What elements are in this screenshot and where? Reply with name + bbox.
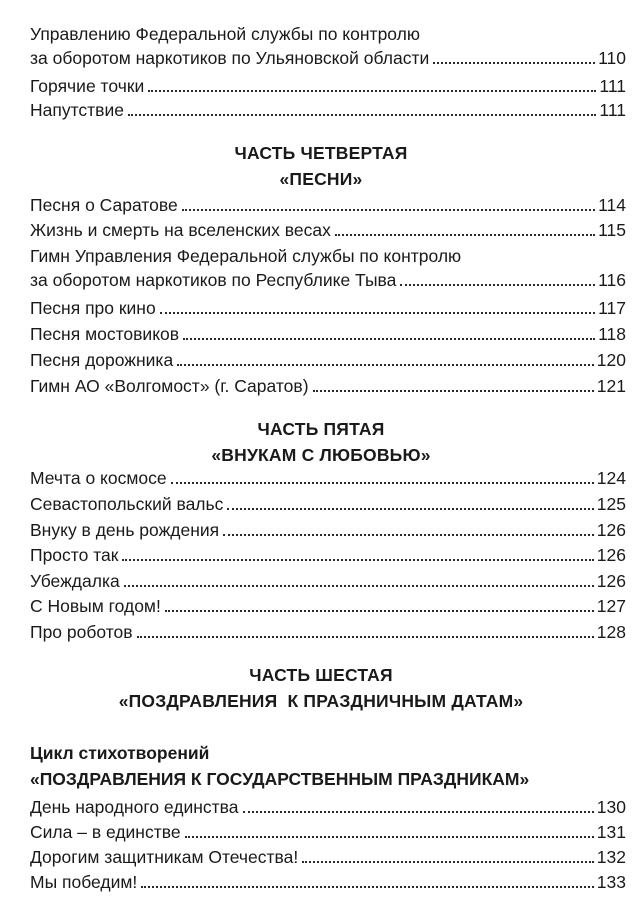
toc-entry-title: День народного единства bbox=[30, 797, 239, 817]
toc-page-number: 127 bbox=[596, 596, 626, 616]
toc-entry bbox=[30, 870, 626, 894]
cycle-label: Цикл стихотворений bbox=[30, 743, 210, 763]
dot-leader bbox=[128, 114, 596, 116]
toc-page-number: 133 bbox=[596, 872, 626, 892]
toc-entry bbox=[30, 22, 626, 70]
toc-page-number: 126 bbox=[596, 571, 626, 591]
dot-leader bbox=[227, 508, 593, 510]
toc-entry-title: за оборотом наркотиков по Республике Тыва bbox=[30, 270, 397, 290]
toc-entry bbox=[30, 466, 626, 490]
toc-entry-title: Песня о Саратове bbox=[30, 195, 178, 215]
toc-entry bbox=[30, 594, 626, 618]
toc-entry-title: Гимн АО «Волгомост» (г. Саратов) bbox=[30, 376, 309, 396]
toc-page-number: 128 bbox=[596, 622, 626, 642]
dot-leader bbox=[177, 364, 594, 366]
toc-entry bbox=[30, 348, 626, 372]
part-name: «ВНУКАМ С ЛЮБОВЬЮ» bbox=[211, 445, 431, 465]
dot-leader bbox=[400, 284, 595, 286]
toc-entry bbox=[30, 569, 626, 593]
part-label: ЧАСТЬ ЧЕТВЕРТАЯ bbox=[234, 143, 408, 163]
toc-page-number: 120 bbox=[596, 350, 626, 370]
dot-leader bbox=[335, 234, 595, 236]
dot-leader bbox=[124, 585, 594, 587]
toc-entry bbox=[30, 98, 626, 122]
toc-entry bbox=[30, 374, 626, 398]
toc-entry-title: Про роботов bbox=[30, 622, 133, 642]
dot-leader bbox=[141, 886, 594, 888]
toc-entry-title-line: Гимн Управления Федеральной службы по контролю bbox=[30, 246, 462, 266]
dot-leader bbox=[160, 312, 595, 314]
toc-entry bbox=[30, 492, 626, 516]
part-name: «ПЕСНИ» bbox=[279, 169, 363, 189]
toc-entry bbox=[30, 74, 626, 98]
toc-page-number: 118 bbox=[598, 324, 626, 344]
toc-entry bbox=[30, 795, 626, 819]
dot-leader bbox=[433, 62, 595, 64]
toc-entry-title: Севастопольский вальс bbox=[30, 494, 224, 514]
toc-page-number: 130 bbox=[596, 797, 626, 817]
toc-entry-title: Просто так bbox=[30, 545, 119, 565]
dot-leader bbox=[165, 610, 594, 612]
toc-entry-title: Дорогим защитникам Отечества! bbox=[30, 847, 299, 867]
toc-entry bbox=[30, 620, 626, 644]
dot-leader bbox=[148, 90, 596, 92]
part-label: ЧАСТЬ ПЯТАЯ bbox=[257, 419, 385, 439]
cycle-name: «ПОЗДРАВЛЕНИЯ К ГОСУДАРСТВЕННЫМ ПРАЗДНИКАМ» bbox=[30, 769, 530, 789]
toc-entry bbox=[30, 820, 626, 844]
toc-page-number: 115 bbox=[598, 220, 626, 240]
dot-leader bbox=[302, 861, 594, 863]
dot-leader bbox=[137, 636, 594, 638]
toc-page-number: 110 bbox=[598, 48, 626, 68]
toc-entry-title: Напутствие bbox=[30, 100, 124, 120]
toc-entry-title: Мы победим! bbox=[30, 872, 138, 892]
toc-page-number: 121 bbox=[596, 376, 626, 396]
part-six-heading bbox=[0, 662, 642, 714]
toc-entry-title: за оборотом наркотиков по Ульяновской области bbox=[30, 48, 430, 68]
toc-entry bbox=[30, 296, 626, 320]
toc-entry bbox=[30, 543, 626, 567]
toc-page-number: 126 bbox=[596, 545, 626, 565]
part-five-heading bbox=[0, 416, 642, 468]
toc-page-number: 117 bbox=[598, 298, 626, 318]
toc-entry-title: Песня дорожника bbox=[30, 350, 174, 370]
toc-entry-title: Убеждалка bbox=[30, 571, 120, 591]
dot-leader bbox=[122, 559, 593, 561]
dot-leader bbox=[223, 534, 594, 536]
toc-entry bbox=[30, 244, 626, 292]
toc-page-number: 126 bbox=[596, 520, 626, 540]
toc-entry-title: Песня мостовиков bbox=[30, 324, 180, 344]
cycle-heading bbox=[30, 740, 630, 792]
dot-leader bbox=[171, 482, 594, 484]
toc-entry-title-line: Управлению Федеральной службы по контролю bbox=[30, 24, 420, 44]
toc-page-number: 111 bbox=[599, 76, 626, 96]
toc-page-number: 132 bbox=[596, 847, 626, 867]
part-label: ЧАСТЬ ШЕСТАЯ bbox=[249, 665, 393, 685]
toc-entry-title: С Новым годом! bbox=[30, 596, 161, 616]
toc-entry bbox=[30, 845, 626, 869]
toc-entry-title: Сила – в единстве bbox=[30, 822, 181, 842]
dot-leader bbox=[243, 811, 594, 813]
toc-page-number: 125 bbox=[596, 494, 626, 514]
toc-page-number: 116 bbox=[598, 270, 626, 290]
toc-page-number: 114 bbox=[598, 195, 626, 215]
dot-leader bbox=[185, 836, 594, 838]
toc-page-number: 124 bbox=[596, 468, 626, 488]
dot-leader bbox=[313, 390, 594, 392]
toc-page-number: 111 bbox=[599, 100, 626, 120]
toc-entry bbox=[30, 218, 626, 242]
toc-entry-title: Внуку в день рождения bbox=[30, 520, 220, 540]
toc-entry bbox=[30, 518, 626, 542]
toc-entry-title: Горячие точки bbox=[30, 76, 145, 96]
toc-entry-title: Мечта о космосе bbox=[30, 468, 167, 488]
toc-entry bbox=[30, 193, 626, 217]
part-name: «ПОЗДРАВЛЕНИЯ К ПРАЗДНИЧНЫМ ДАТАМ» bbox=[118, 691, 524, 711]
dot-leader bbox=[182, 209, 595, 211]
dot-leader bbox=[183, 338, 595, 340]
toc-entry-title: Песня про кино bbox=[30, 298, 156, 318]
toc-entry bbox=[30, 322, 626, 346]
toc-entry-title: Жизнь и смерть на вселенских весах bbox=[30, 220, 331, 240]
part-four-heading bbox=[0, 140, 642, 192]
toc-page-number: 131 bbox=[596, 822, 626, 842]
